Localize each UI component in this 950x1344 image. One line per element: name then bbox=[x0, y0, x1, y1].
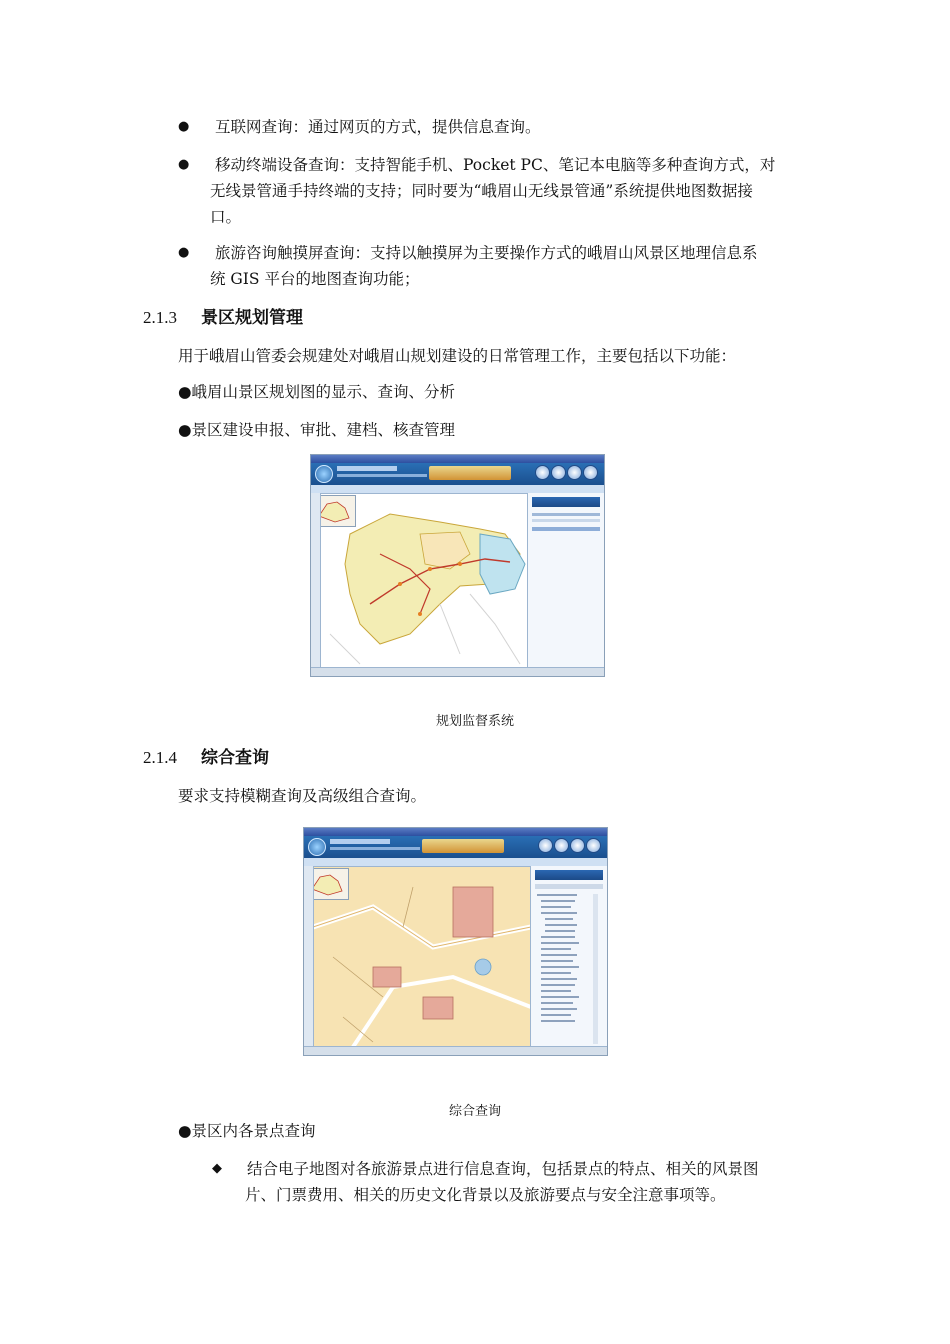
section-heading-2-1-4 bbox=[143, 743, 269, 768]
system-title-banner bbox=[422, 839, 504, 853]
section-number: 2.1.4 bbox=[143, 748, 177, 767]
bullet-item-mobile-line-3: 口。 bbox=[210, 208, 242, 226]
side-panel bbox=[527, 493, 604, 668]
round-nav-icon bbox=[583, 465, 598, 480]
bullet-item-mobile-line-1: 移动终端设备查询：支持智能手机、Pocket PC、笔记本电脑等多种查询方式，对 bbox=[215, 156, 776, 174]
bullet-item-internet: 互联网查询：通过网页的方式，提供信息查询。 bbox=[215, 118, 541, 136]
bullet-item-touch-line-1: 旅游咨询触摸屏查询：支持以触摸屏为主要操作方式的峨眉山风景区地理信息系 bbox=[215, 244, 758, 262]
paragraph-2-1-4: 要求支持模糊查询及高级组合查询。 bbox=[178, 787, 427, 805]
bullet-dot: ● bbox=[178, 119, 190, 134]
status-bar bbox=[304, 1046, 607, 1055]
round-nav-icon bbox=[538, 838, 553, 853]
panel-header bbox=[535, 870, 603, 880]
window-titlebar bbox=[311, 455, 604, 463]
status-bar bbox=[311, 667, 604, 676]
window-titlebar bbox=[304, 828, 607, 836]
list-item: ●景区内各景点查询 bbox=[178, 1122, 316, 1140]
section-title: 景区规划管理 bbox=[201, 308, 303, 328]
system-title-banner bbox=[429, 466, 511, 480]
diamond-item-line-1: 结合电子地图对各旅游景点进行信息查询，包括景点的特点、相关的风景图 bbox=[247, 1160, 759, 1178]
list-item: ●景区建设申报、审批、建档、核查管理 bbox=[178, 421, 456, 439]
app-logo bbox=[308, 838, 326, 856]
side-panel bbox=[530, 866, 607, 1047]
figure-planning-screenshot bbox=[310, 454, 605, 677]
bullet-dot: ● bbox=[178, 157, 190, 172]
round-nav-icon bbox=[570, 838, 585, 853]
list-item: ●峨眉山景区规划图的显示、查询、分析 bbox=[178, 383, 456, 401]
app-logo bbox=[315, 465, 333, 483]
section-title: 综合查询 bbox=[201, 748, 269, 768]
round-nav-icon bbox=[554, 838, 569, 853]
section-number: 2.1.3 bbox=[143, 308, 177, 327]
figure-query-screenshot bbox=[303, 827, 608, 1056]
round-nav-icon bbox=[535, 465, 550, 480]
round-nav-icon bbox=[567, 465, 582, 480]
bullet-item-mobile-line-2: 无线景管通手持终端的支持；同时要为“峨眉山无线景管通”系统提供地图数据接 bbox=[210, 182, 753, 200]
panel-header bbox=[532, 497, 600, 507]
bullet-item-touch-line-2: 统 GIS 平台的地图查询功能； bbox=[210, 270, 420, 288]
map-toolbar bbox=[311, 493, 321, 668]
query-result-tree bbox=[537, 894, 601, 1044]
round-nav-icon bbox=[586, 838, 601, 853]
section-heading-2-1-3 bbox=[143, 303, 303, 328]
bullet-dot: ● bbox=[178, 245, 190, 260]
diamond-item-line-2: 片、门票费用、相关的历史文化背景以及旅游要点与安全注意事项等。 bbox=[245, 1186, 726, 1204]
figure-caption: 规划监督系统 bbox=[435, 714, 514, 729]
map-toolbar bbox=[304, 866, 314, 1047]
figure-caption: 综合查询 bbox=[448, 1104, 501, 1119]
diamond-bullet-icon: ◆ bbox=[212, 1161, 222, 1176]
round-nav-icon bbox=[551, 465, 566, 480]
paragraph-2-1-3: 用于峨眉山管委会规建处对峨眉山规划建设的日常管理工作，主要包括以下功能： bbox=[178, 347, 737, 365]
